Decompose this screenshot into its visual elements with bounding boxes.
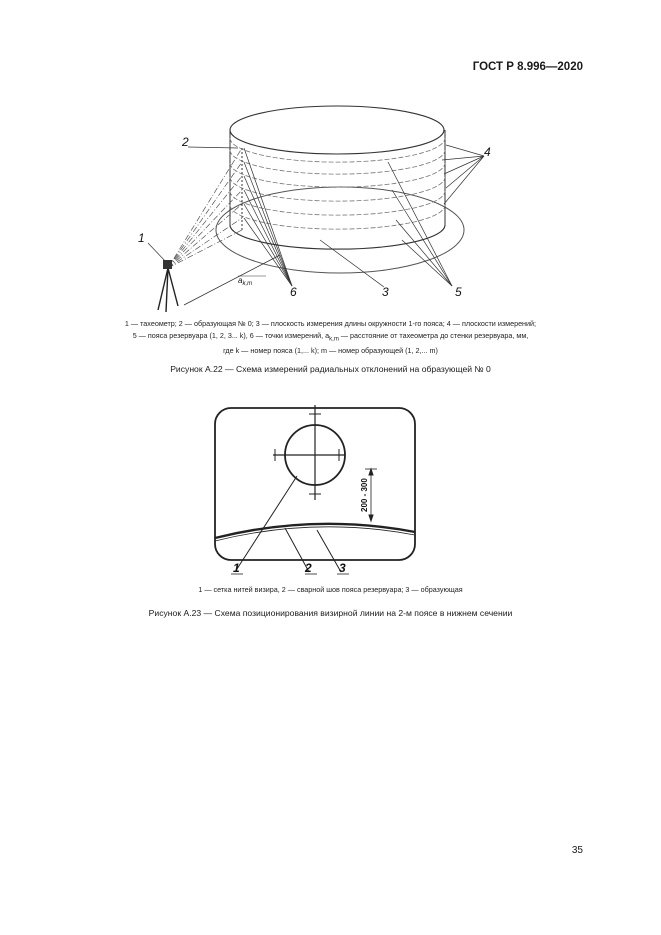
figure-a22-caption: Рисунок А.22 — Схема измерений радиальных отклонений на образующей № 0 [170, 364, 491, 374]
tank-top [230, 106, 444, 154]
callout-1: 1 [233, 561, 240, 575]
figure-a23-diagram [205, 400, 425, 582]
standard-code: ГОСТ Р 8.996—2020 [472, 61, 583, 73]
legend-a22-line1: 1 — тахеометр; 2 — образующая № 0; 3 — плоскость измерения длины окружности 1-го пояса; 4 — плоскости измерений; [124, 319, 537, 328]
callout-6: 6 [290, 285, 297, 299]
callout-4: 4 [484, 145, 491, 159]
figure-a23-caption: Рисунок А.23 — Схема позиционирования визирной линии на 2-м поясе в нижнем сечении [148, 608, 513, 618]
legend-a22-line3: где k — номер пояса (1,... k); m — номер образующей (1, 2,... m) [223, 346, 438, 356]
figure-a22-diagram [130, 100, 510, 315]
callout-2: 2 [305, 561, 312, 575]
callout-1: 1 [138, 231, 145, 245]
page-number: 35 [571, 845, 583, 856]
distance-subscript: k,m [242, 281, 253, 287]
svg-text:ak,m [238, 276, 252, 287]
callout-3: 3 [339, 561, 346, 575]
callout-5: 5 [455, 285, 462, 299]
figure-a22-legend [40, 318, 621, 357]
distance-label: a [238, 276, 243, 285]
callout-2: 2 [182, 135, 189, 149]
figure-a23-legend: 1 — сетка нитей визира, 2 — сварной шов пояса резервуара; 3 — образующая [198, 585, 463, 594]
dimension-label: 200 - 300 [360, 478, 369, 512]
legend-a22-line2: 5 — пояса резервуара (1, 2, 3... k), 6 — точки измерений, $a_{k,m}$ — расстояние от тахеометра до стенки резервуара, мм, [132, 331, 529, 343]
weld-seam [215, 524, 415, 538]
tank-base-ring [216, 187, 464, 273]
callout-3: 3 [382, 285, 389, 299]
